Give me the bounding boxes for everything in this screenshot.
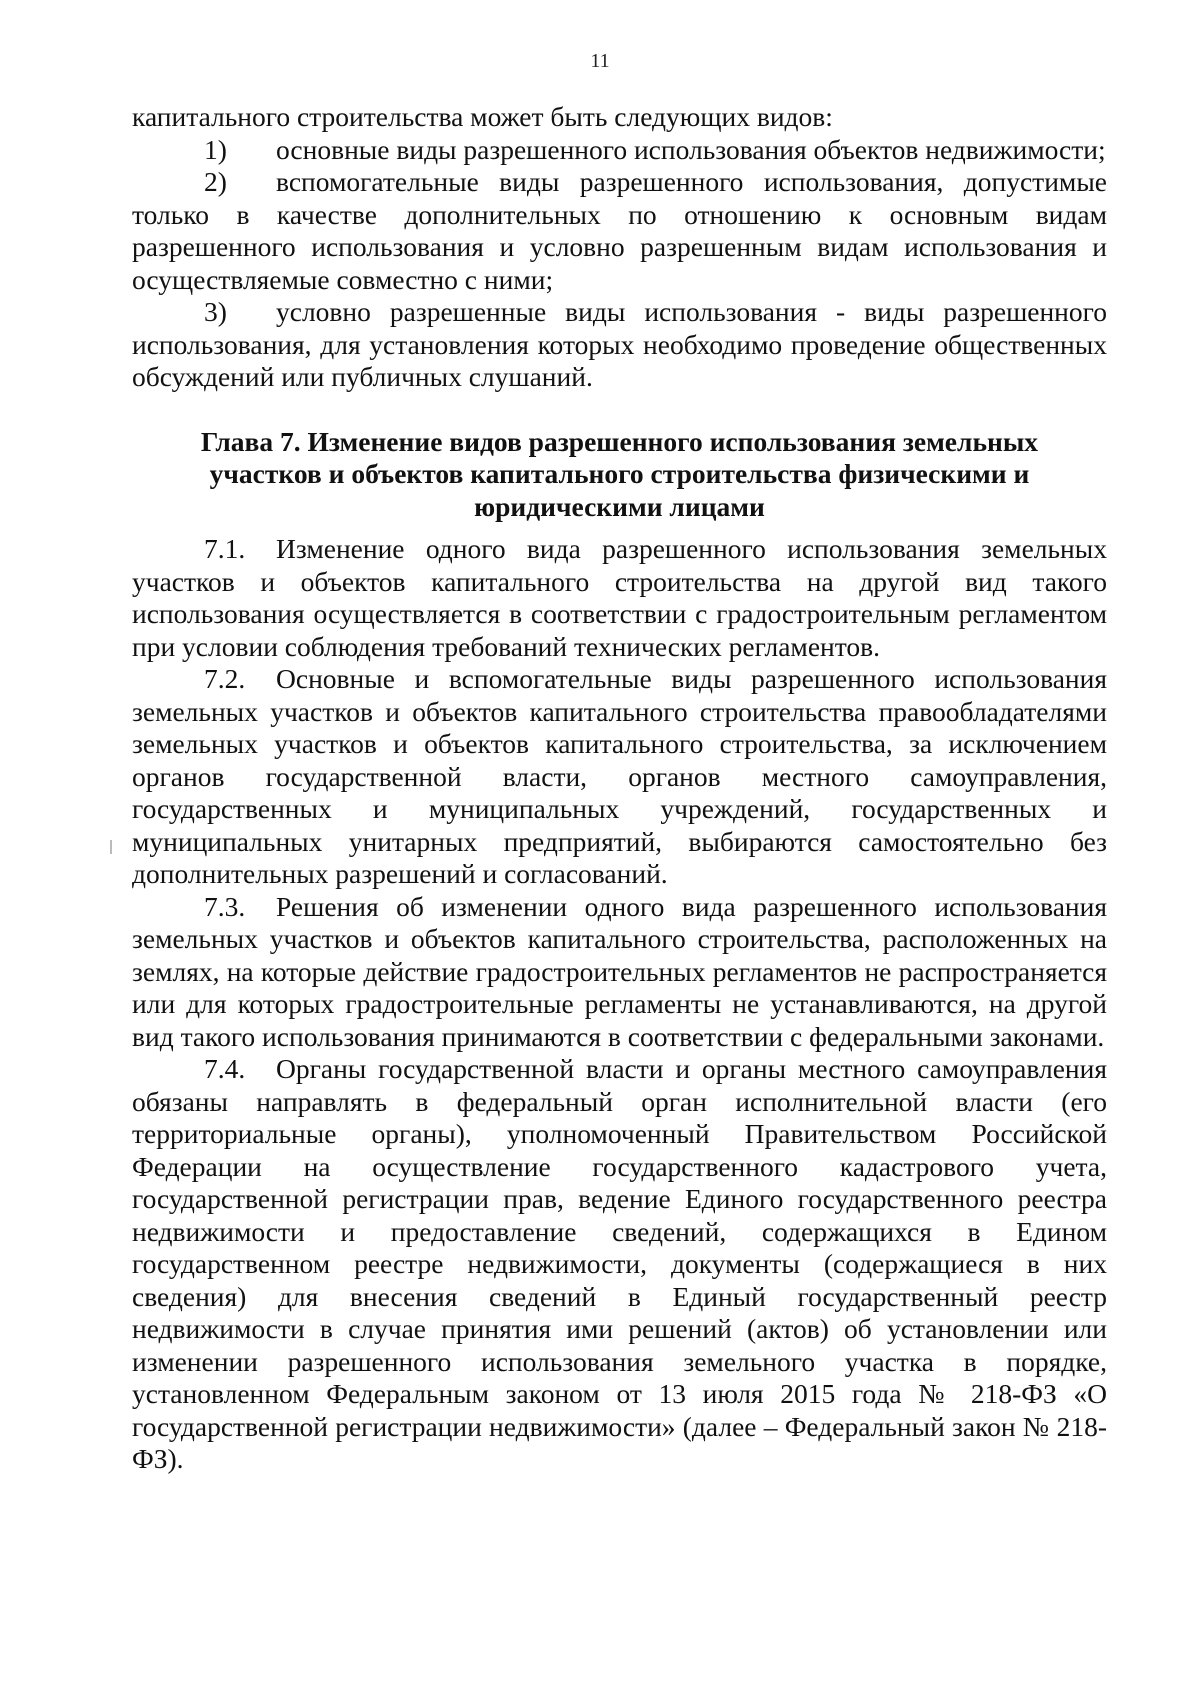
paragraph-text: Решения об изменении одного вида разрешенного использования земельных участков и объектов капитального строительства, расположенных на землях, на которые действие градостроительных регламентов не распространяется или для которых градостроительные регламенты не устанавливаются, на другой вид такого использования принимаются в соответствии с федеральными законами. xyxy=(132,890,1107,1052)
list-item xyxy=(132,166,1107,296)
paragraph xyxy=(132,533,1107,663)
page-number: 11 xyxy=(590,50,610,72)
list-item-text: условно разрешенные виды использования - виды разрешенного использования, для установления которых необходимо проведение общественных обсуждений или публичных слушаний. xyxy=(132,296,1107,392)
list-item xyxy=(132,134,1107,167)
paragraph-text: Основные и вспомогательные виды разрешенного использования земельных участков и объектов капитального строительства правообладателями земельных участков и объектов капитального строительства, за исключением органов государственной власти, органов местного самоуправления, государственных и муниципальных учреждений, государственных и муниципальных унитарных предприятий, выбираются самостоятельно без дополнительных разрешений и согласований. xyxy=(132,663,1107,889)
list-item xyxy=(132,296,1107,394)
document-body xyxy=(132,101,1107,1476)
intro-line: капитального строительства может быть следующих видов: xyxy=(132,101,833,132)
list-item-number: 2) xyxy=(204,166,227,197)
list-item-number: 3) xyxy=(204,296,227,327)
list-item-number: 1) xyxy=(204,133,227,165)
scan-margin-mark xyxy=(110,840,112,854)
paragraph-number: 7.2. xyxy=(204,663,246,694)
paragraph xyxy=(132,891,1107,1054)
list-item-text: основные виды разрешенного использования объектов недвижимости; xyxy=(276,133,1106,165)
paragraph xyxy=(132,663,1107,891)
paragraph-number: 7.4. xyxy=(204,1053,246,1084)
paragraph-number: 7.1. xyxy=(204,533,246,564)
list-item-text: вспомогательные виды разрешенного использования, допустимые только в качестве дополнительных по отношению к основным видам разрешенного использования и условно разрешенным видам использования и осуществляемые совместно с ними; xyxy=(132,166,1107,295)
paragraph-number: 7.3. xyxy=(204,890,246,922)
paragraph xyxy=(132,1053,1107,1476)
chapter-heading: Глава 7. Изменение видов разрешенного использования земельных участков и объектов капитального строительства физическими и юридическими лицами xyxy=(200,425,1039,522)
paragraph-text: Изменение одного вида разрешенного использования земельных участков и объектов капитального строительства на другой вид такого использования осуществляется в соответствии с градостроительным регламентом при условии соблюдения требований технических регламентов. xyxy=(132,533,1107,662)
paragraph-text: Органы государственной власти и органы местного самоуправления обязаны направлять в федеральный орган исполнительной власти (его территориальные органы), уполномоченный Правительством Российской Федерации на осуществление государственного кадастрового учета, государственной регистрации прав, ведение Единого государственного реестра недвижимости и предоставление сведений, содержащихся в Едином государственном реестре недвижимости, документы (содержащиеся в них сведения) для внесения сведений в Единый государственный реестр недвижимости в случае принятия ими решений (актов) об установлении или изменении разрешенного использования земельного участка в порядке, установленном Федеральным законом от 13 июля 2015 года № 218-ФЗ «О государственной регистрации недвижимости» (далее – Федеральный закон № 218-ФЗ). xyxy=(132,1053,1107,1474)
